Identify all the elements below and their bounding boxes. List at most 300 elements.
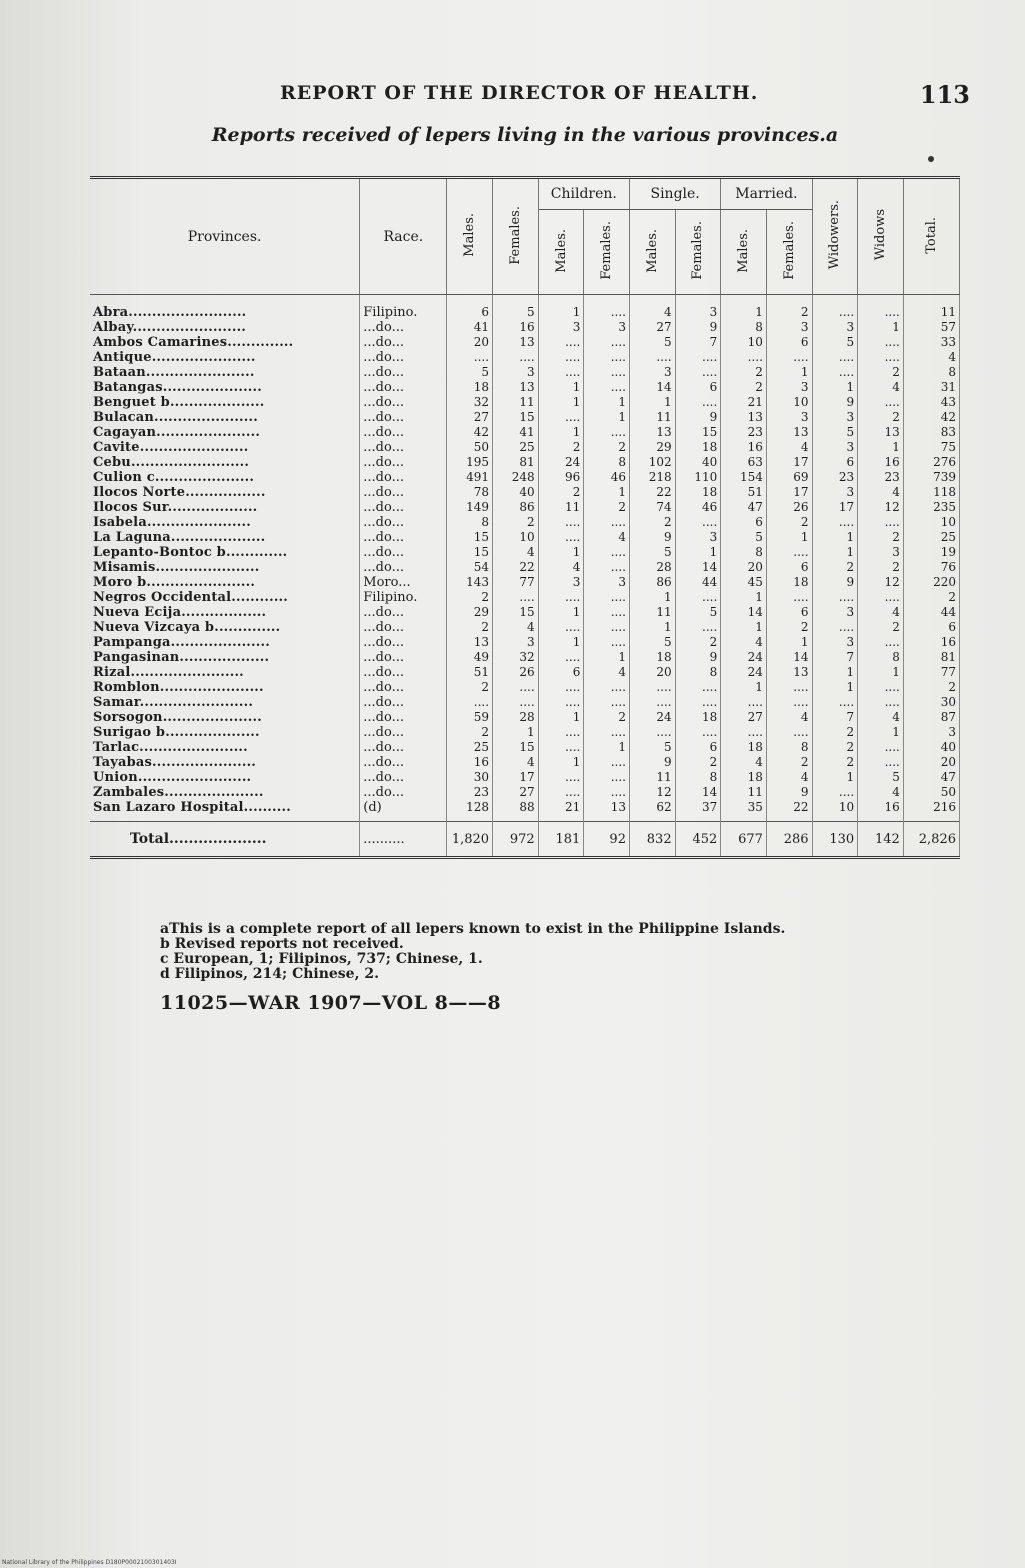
value-cell: 54: [447, 560, 493, 575]
value-cell: 6: [766, 605, 812, 620]
total-cell: 92: [584, 822, 630, 858]
value-cell: ....: [812, 620, 858, 635]
value-cell: 149: [447, 500, 493, 515]
province-cell: Pampanga.....................: [90, 635, 360, 650]
value-cell: 8: [858, 650, 904, 665]
value-cell: 1: [538, 425, 584, 440]
table-row: [90, 650, 960, 665]
value-cell: 1: [721, 590, 767, 605]
value-cell: ....: [812, 695, 858, 710]
value-cell: 248: [493, 470, 539, 485]
race-cell: ...do...: [360, 395, 447, 410]
value-cell: ....: [538, 365, 584, 380]
value-cell: ....: [766, 350, 812, 365]
province-cell: Moro b.......................: [90, 575, 360, 590]
value-cell: 5: [721, 530, 767, 545]
value-cell: 27: [493, 785, 539, 800]
value-cell: 33: [903, 335, 959, 350]
value-cell: 50: [447, 440, 493, 455]
value-cell: 6: [447, 295, 493, 321]
value-cell: 44: [675, 575, 721, 590]
total-cell: 2,826: [903, 822, 959, 858]
value-cell: 22: [629, 485, 675, 500]
value-cell: 29: [447, 605, 493, 620]
value-cell: 11: [493, 395, 539, 410]
value-cell: 14: [675, 785, 721, 800]
value-cell: 3: [812, 635, 858, 650]
page-number: 113: [919, 80, 970, 109]
value-cell: 46: [584, 470, 630, 485]
value-cell: ....: [538, 770, 584, 785]
value-cell: ....: [538, 740, 584, 755]
total-cell: 130: [812, 822, 858, 858]
value-cell: ....: [584, 335, 630, 350]
value-cell: ....: [812, 350, 858, 365]
value-cell: 6: [675, 380, 721, 395]
value-cell: 4: [584, 665, 630, 680]
value-cell: 51: [447, 665, 493, 680]
value-cell: ....: [538, 680, 584, 695]
province-cell: Sorsogon.....................: [90, 710, 360, 725]
value-cell: ....: [584, 295, 630, 321]
value-cell: ....: [584, 365, 630, 380]
value-cell: 2: [538, 485, 584, 500]
value-cell: 1: [629, 395, 675, 410]
value-cell: 195: [447, 455, 493, 470]
value-cell: 1: [812, 380, 858, 395]
value-cell: 5: [629, 635, 675, 650]
value-cell: 11: [538, 500, 584, 515]
value-cell: 1: [538, 295, 584, 321]
table-row: [90, 575, 960, 590]
race-cell: ...do...: [360, 455, 447, 470]
value-cell: 15: [447, 530, 493, 545]
table-row: [90, 335, 960, 350]
value-cell: 1: [812, 545, 858, 560]
header-children: Children.: [538, 178, 629, 210]
table-row: [90, 560, 960, 575]
race-cell: ...do...: [360, 680, 447, 695]
value-cell: 4: [858, 380, 904, 395]
value-cell: 6: [538, 665, 584, 680]
value-cell: 4: [858, 485, 904, 500]
value-cell: ....: [584, 545, 630, 560]
header-provinces: Provinces.: [90, 178, 360, 295]
value-cell: 1: [584, 740, 630, 755]
value-cell: 77: [493, 575, 539, 590]
value-cell: 4: [903, 350, 959, 365]
value-cell: 3: [675, 530, 721, 545]
value-cell: 118: [903, 485, 959, 500]
value-cell: 102: [629, 455, 675, 470]
table-row: [90, 725, 960, 740]
value-cell: 4: [629, 295, 675, 321]
race-cell: ...do...: [360, 635, 447, 650]
province-cell: Batangas.....................: [90, 380, 360, 395]
race-cell: ...do...: [360, 650, 447, 665]
value-cell: ....: [584, 680, 630, 695]
province-cell: Rizal........................: [90, 665, 360, 680]
race-cell: ...do...: [360, 470, 447, 485]
value-cell: ....: [493, 680, 539, 695]
province-cell: San Lazaro Hospital..........: [90, 800, 360, 822]
value-cell: 11: [629, 605, 675, 620]
province-cell: Ilocos Sur...................: [90, 500, 360, 515]
value-cell: 12: [858, 575, 904, 590]
value-cell: 4: [766, 770, 812, 785]
value-cell: ....: [584, 635, 630, 650]
value-cell: 491: [447, 470, 493, 485]
table-row: [90, 785, 960, 800]
table-row: [90, 515, 960, 530]
value-cell: 3: [538, 575, 584, 590]
value-cell: 26: [493, 665, 539, 680]
value-cell: ....: [766, 695, 812, 710]
value-cell: 1: [721, 295, 767, 321]
value-cell: 9: [766, 785, 812, 800]
value-cell: 9: [675, 650, 721, 665]
value-cell: 4: [493, 620, 539, 635]
header-females: Females.: [493, 178, 539, 295]
value-cell: 81: [493, 455, 539, 470]
province-cell: Cagayan......................: [90, 425, 360, 440]
value-cell: 5: [675, 605, 721, 620]
value-cell: 30: [903, 695, 959, 710]
value-cell: 11: [629, 770, 675, 785]
value-cell: 13: [766, 425, 812, 440]
value-cell: 32: [493, 650, 539, 665]
province-cell: Abra.........................: [90, 295, 360, 321]
value-cell: 13: [447, 635, 493, 650]
value-cell: 1: [766, 365, 812, 380]
value-cell: 739: [903, 470, 959, 485]
value-cell: 15: [493, 605, 539, 620]
province-cell: Negros Occidental............: [90, 590, 360, 605]
value-cell: 7: [812, 650, 858, 665]
value-cell: 15: [493, 410, 539, 425]
value-cell: 1: [812, 770, 858, 785]
value-cell: 69: [766, 470, 812, 485]
value-cell: 6: [812, 455, 858, 470]
race-cell: ...do...: [360, 515, 447, 530]
table-row: [90, 545, 960, 560]
value-cell: 3: [493, 365, 539, 380]
value-cell: 1: [858, 725, 904, 740]
value-cell: 3: [629, 365, 675, 380]
value-cell: 9: [812, 575, 858, 590]
table-row: [90, 680, 960, 695]
header-widows: Widows: [858, 178, 904, 295]
value-cell: 28: [629, 560, 675, 575]
value-cell: 1: [538, 380, 584, 395]
value-cell: 22: [766, 800, 812, 822]
value-cell: 24: [538, 455, 584, 470]
library-credit: National Library of the Philippines D180P0002100301403I: [2, 1559, 177, 1566]
value-cell: 14: [766, 650, 812, 665]
value-cell: ....: [447, 695, 493, 710]
header-males: Males.: [447, 178, 493, 295]
value-cell: 29: [629, 440, 675, 455]
page-header: [90, 76, 970, 116]
table-row: [90, 770, 960, 785]
race-cell: ...do...: [360, 500, 447, 515]
value-cell: 4: [721, 755, 767, 770]
value-cell: 218: [629, 470, 675, 485]
value-cell: 1: [858, 440, 904, 455]
value-cell: ....: [584, 515, 630, 530]
value-cell: 1: [675, 545, 721, 560]
value-cell: 276: [903, 455, 959, 470]
province-cell: Tarlac.......................: [90, 740, 360, 755]
value-cell: 5: [812, 335, 858, 350]
value-cell: 20: [629, 665, 675, 680]
value-cell: 45: [721, 575, 767, 590]
province-cell: Benguet b....................: [90, 395, 360, 410]
value-cell: 18: [675, 485, 721, 500]
value-cell: 18: [629, 650, 675, 665]
value-cell: 3: [675, 295, 721, 321]
value-cell: ....: [584, 425, 630, 440]
value-cell: 1: [858, 320, 904, 335]
value-cell: 3: [812, 440, 858, 455]
race-cell: ...do...: [360, 710, 447, 725]
value-cell: ....: [584, 695, 630, 710]
value-cell: 3: [812, 605, 858, 620]
value-cell: 3: [493, 635, 539, 650]
race-cell: ...do...: [360, 770, 447, 785]
value-cell: 18: [675, 440, 721, 455]
value-cell: 2: [538, 440, 584, 455]
province-cell: Culion c.....................: [90, 470, 360, 485]
total-cell: 286: [766, 822, 812, 858]
value-cell: 2: [675, 635, 721, 650]
footnote-a: aThis is a complete report of all lepers known to exist in the Philippine Islands.: [160, 921, 786, 937]
province-cell: Pangasinan...................: [90, 650, 360, 665]
value-cell: 5: [493, 295, 539, 321]
value-cell: ....: [675, 620, 721, 635]
value-cell: ....: [858, 335, 904, 350]
value-cell: 27: [629, 320, 675, 335]
province-cell: Samar........................: [90, 695, 360, 710]
header-widowers: Widowers.: [812, 178, 858, 295]
value-cell: ....: [538, 620, 584, 635]
value-cell: ....: [538, 695, 584, 710]
value-cell: 37: [675, 800, 721, 822]
value-cell: 74: [629, 500, 675, 515]
value-cell: ....: [858, 350, 904, 365]
footnote-c: c European, 1; Filipinos, 737; Chinese, 1.: [160, 951, 483, 967]
value-cell: 18: [675, 710, 721, 725]
value-cell: ....: [858, 695, 904, 710]
value-cell: 16: [447, 755, 493, 770]
value-cell: 4: [858, 710, 904, 725]
value-cell: 49: [447, 650, 493, 665]
value-cell: 5: [629, 545, 675, 560]
total-row: [90, 822, 960, 858]
value-cell: 2: [629, 515, 675, 530]
race-cell: ...do...: [360, 665, 447, 680]
value-cell: ....: [584, 350, 630, 365]
value-cell: 44: [903, 605, 959, 620]
value-cell: 27: [447, 410, 493, 425]
value-cell: ....: [447, 350, 493, 365]
value-cell: ....: [675, 515, 721, 530]
value-cell: 25: [903, 530, 959, 545]
race-cell: (d): [360, 800, 447, 822]
value-cell: 11: [903, 295, 959, 321]
value-cell: 16: [858, 455, 904, 470]
value-cell: 40: [493, 485, 539, 500]
value-cell: ....: [493, 350, 539, 365]
race-cell: Moro...: [360, 575, 447, 590]
total-cell: 181: [538, 822, 584, 858]
value-cell: 18: [447, 380, 493, 395]
race-cell: ...do...: [360, 620, 447, 635]
value-cell: ....: [584, 725, 630, 740]
value-cell: 23: [447, 785, 493, 800]
value-cell: 13: [858, 425, 904, 440]
table-row: [90, 755, 960, 770]
value-cell: ....: [858, 590, 904, 605]
value-cell: ....: [858, 395, 904, 410]
value-cell: ....: [584, 785, 630, 800]
table-row: [90, 740, 960, 755]
value-cell: 31: [903, 380, 959, 395]
value-cell: ....: [493, 695, 539, 710]
province-cell: Antique......................: [90, 350, 360, 365]
value-cell: 1: [538, 710, 584, 725]
race-cell: ...do...: [360, 335, 447, 350]
value-cell: ....: [858, 755, 904, 770]
value-cell: 41: [447, 320, 493, 335]
value-cell: 2: [858, 620, 904, 635]
value-cell: 7: [812, 710, 858, 725]
value-cell: 18: [721, 740, 767, 755]
total-cell: 832: [629, 822, 675, 858]
table-row: [90, 455, 960, 470]
table-row: [90, 440, 960, 455]
value-cell: ....: [675, 395, 721, 410]
value-cell: 96: [538, 470, 584, 485]
value-cell: 2: [766, 620, 812, 635]
value-cell: 5: [629, 740, 675, 755]
race-cell: ...do...: [360, 365, 447, 380]
value-cell: ....: [812, 515, 858, 530]
value-cell: ....: [629, 350, 675, 365]
value-cell: 2: [721, 365, 767, 380]
value-cell: 9: [629, 755, 675, 770]
value-cell: 3: [766, 320, 812, 335]
value-cell: 1: [493, 725, 539, 740]
footnotes: [160, 922, 920, 982]
value-cell: 9: [675, 410, 721, 425]
value-cell: ....: [858, 295, 904, 321]
value-cell: 41: [493, 425, 539, 440]
value-cell: ....: [721, 725, 767, 740]
value-cell: 3: [766, 380, 812, 395]
value-cell: 16: [903, 635, 959, 650]
value-cell: 20: [903, 755, 959, 770]
province-cell: Isabela......................: [90, 515, 360, 530]
value-cell: 2: [447, 590, 493, 605]
value-cell: 2: [812, 560, 858, 575]
value-cell: 4: [584, 530, 630, 545]
table-row: [90, 395, 960, 410]
value-cell: ....: [584, 755, 630, 770]
value-cell: ....: [675, 350, 721, 365]
value-cell: 6: [903, 620, 959, 635]
race-cell: ...do...: [360, 410, 447, 425]
value-cell: 110: [675, 470, 721, 485]
value-cell: 59: [447, 710, 493, 725]
value-cell: 1: [584, 485, 630, 500]
value-cell: ....: [584, 620, 630, 635]
value-cell: ....: [629, 695, 675, 710]
value-cell: ....: [629, 680, 675, 695]
value-cell: 2: [766, 755, 812, 770]
value-cell: 5: [629, 335, 675, 350]
value-cell: 27: [721, 710, 767, 725]
value-cell: 42: [903, 410, 959, 425]
value-cell: 4: [766, 440, 812, 455]
value-cell: 3: [812, 485, 858, 500]
value-cell: 1: [721, 680, 767, 695]
total-cell: 452: [675, 822, 721, 858]
race-cell: ...do...: [360, 425, 447, 440]
value-cell: 11: [721, 785, 767, 800]
table-row: [90, 410, 960, 425]
value-cell: 1: [538, 395, 584, 410]
value-cell: 10: [903, 515, 959, 530]
value-cell: 23: [721, 425, 767, 440]
value-cell: 2: [584, 440, 630, 455]
value-cell: ....: [538, 350, 584, 365]
total-label: Total....................: [90, 822, 360, 858]
table-row: [90, 710, 960, 725]
value-cell: 87: [903, 710, 959, 725]
province-cell: Cebu.........................: [90, 455, 360, 470]
value-cell: 8: [766, 740, 812, 755]
lepers-table: [90, 176, 960, 859]
value-cell: 1: [538, 545, 584, 560]
value-cell: 51: [721, 485, 767, 500]
value-cell: 4: [538, 560, 584, 575]
value-cell: 143: [447, 575, 493, 590]
value-cell: ....: [675, 725, 721, 740]
value-cell: 35: [721, 800, 767, 822]
value-cell: ....: [584, 380, 630, 395]
value-cell: 28: [493, 710, 539, 725]
value-cell: ....: [538, 785, 584, 800]
value-cell: 62: [629, 800, 675, 822]
province-cell: Romblon......................: [90, 680, 360, 695]
value-cell: 1: [629, 620, 675, 635]
value-cell: ....: [538, 410, 584, 425]
value-cell: 2: [812, 740, 858, 755]
value-cell: 3: [903, 725, 959, 740]
value-cell: 2: [766, 295, 812, 321]
table-row: [90, 530, 960, 545]
value-cell: 220: [903, 575, 959, 590]
province-cell: Tayabas......................: [90, 755, 360, 770]
value-cell: 13: [493, 380, 539, 395]
table-row: [90, 500, 960, 515]
value-cell: ....: [538, 335, 584, 350]
value-cell: ....: [721, 695, 767, 710]
value-cell: 2: [447, 725, 493, 740]
value-cell: 1: [812, 530, 858, 545]
value-cell: 3: [858, 545, 904, 560]
